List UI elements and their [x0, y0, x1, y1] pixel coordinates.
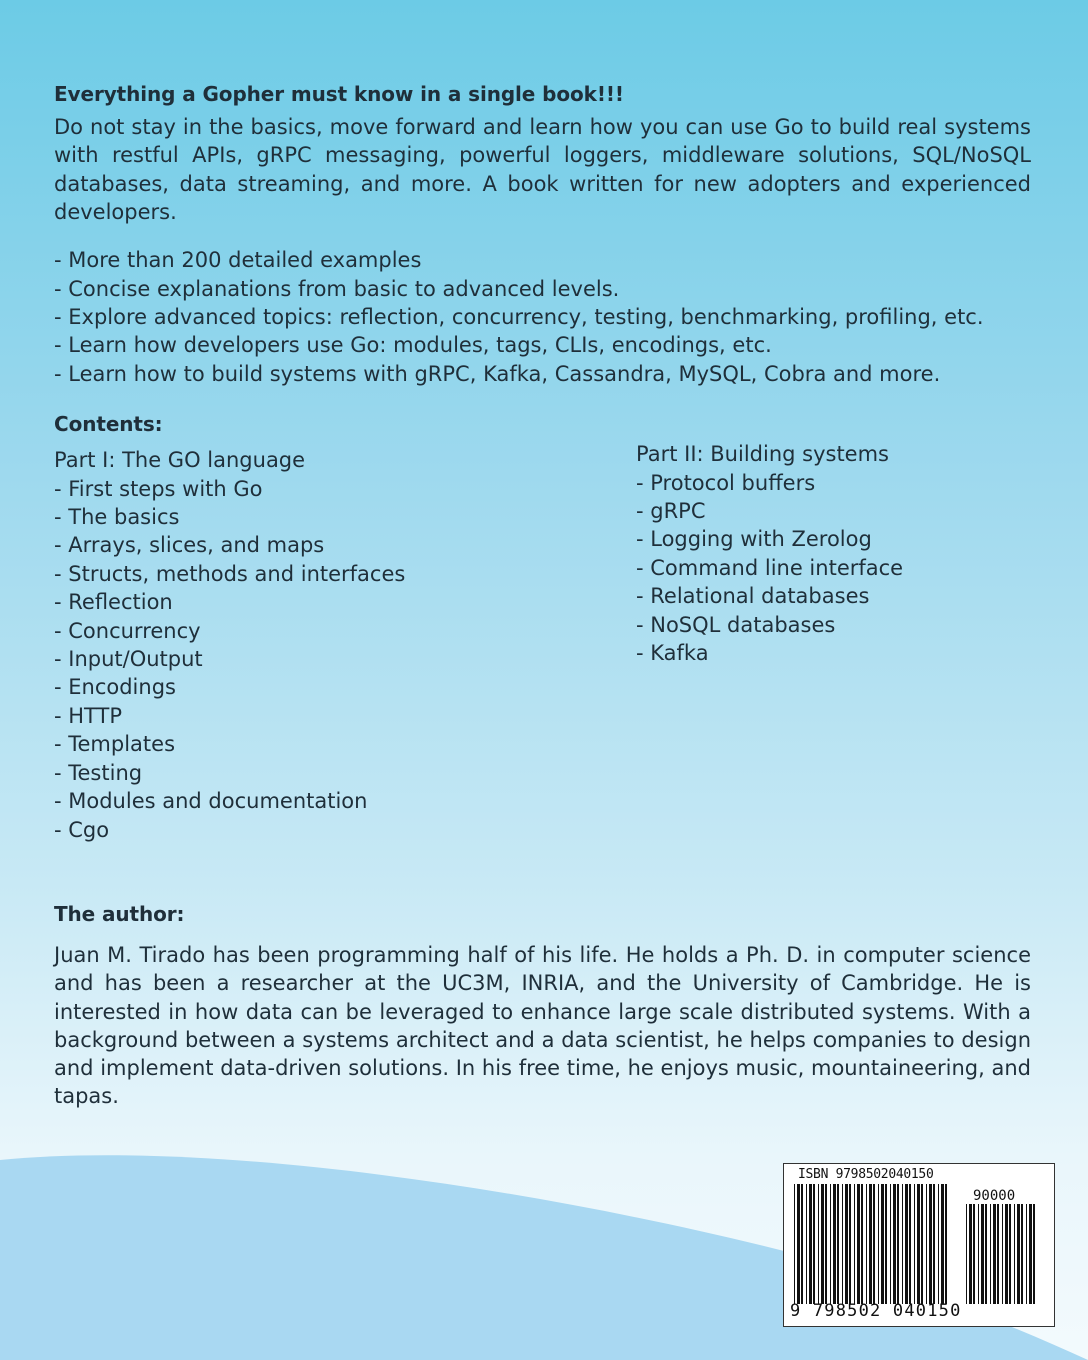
feature-item: - More than 200 detailed examples — [54, 248, 422, 273]
part-2-title: Part II: Building systems — [636, 442, 889, 467]
feature-item: - Learn how to build systems with gRPC, Kafka, Cassandra, MySQL, Cobra and more. — [54, 361, 941, 386]
part-1-title: Part I: The GO language — [54, 448, 306, 473]
contents-heading: Contents: — [54, 412, 163, 437]
main-content — [54, 82, 1031, 856]
part-2-list — [636, 469, 903, 668]
barcode-addon-bars — [966, 1204, 1038, 1304]
contents-columns — [54, 436, 1031, 856]
part-1-list — [54, 475, 405, 844]
author-paragraph: Juan M. Tirado has been programming half of his life. He holds a Ph. D. in computer science and has been a researcher at the UC3M, INRIA, and the University of Cambridge. He is interested in how data can be leveraged to enhance large scale distributed systems. With a background between a systems architect and a data scientist, he helps companies to design and implement data-driven solutions. In his free time, he enjoys music, mountaineering, and tapas. — [54, 943, 1031, 1109]
chapter-item: - Command line interface — [636, 555, 904, 580]
chapter-item: - The basics — [54, 505, 180, 530]
intro-paragraph: Do not stay in the basics, move forward and learn how you can use Go to build real systems with restful APIs, gRPC messaging, powerful loggers, middleware solutions, SQL/NoSQL databases, data streaming, and more. A book written for new adopters and experienced developers. — [54, 115, 1031, 224]
chapter-item: - Testing — [54, 760, 143, 785]
isbn-label: ISBN 9798502040150 — [798, 1167, 934, 1182]
chapter-item: - First steps with Go — [54, 476, 263, 501]
intro-heading: Everything a Gopher must know in a single book!!! — [54, 82, 624, 106]
barcode-main-bars — [794, 1184, 950, 1304]
chapter-item: - Reflection — [54, 590, 173, 615]
chapter-item: - Kafka — [636, 641, 709, 666]
chapter-item: - Logging with Zerolog — [636, 527, 872, 552]
chapter-item: - Modules and documentation — [54, 789, 368, 814]
chapter-item: - Encodings — [54, 675, 176, 700]
chapter-item: - Concurrency — [54, 618, 201, 643]
feature-item: - Explore advanced topics: reflection, concurrency, testing, benchmarking, profiling, etc. — [54, 305, 984, 329]
contents-part-2 — [636, 440, 903, 667]
feature-item: - Learn how developers use Go: modules, tags, CLIs, encodings, etc. — [54, 333, 772, 358]
author-heading: The author: — [54, 902, 185, 926]
contents-part-1 — [54, 446, 405, 844]
chapter-item: - gRPC — [636, 499, 706, 524]
feature-list — [54, 246, 1031, 388]
chapter-item: - HTTP — [54, 703, 122, 728]
chapter-item: - Arrays, slices, and maps — [54, 533, 325, 558]
price-code-label: 90000 — [973, 1188, 1016, 1204]
feature-item: - Concise explanations from basic to advanced levels. — [54, 276, 620, 301]
barcode-digits: 9 798502 040150 — [790, 1301, 962, 1321]
chapter-item: - Structs, methods and interfaces — [54, 561, 406, 586]
chapter-item: - Templates — [54, 732, 176, 757]
chapter-item: - Cgo — [54, 817, 110, 842]
chapter-item: - Relational databases — [636, 584, 870, 609]
chapter-item: - Input/Output — [54, 647, 203, 672]
chapter-item: - Protocol buffers — [636, 470, 816, 495]
chapter-item: - NoSQL databases — [636, 612, 836, 637]
isbn-barcode — [783, 1163, 1055, 1327]
